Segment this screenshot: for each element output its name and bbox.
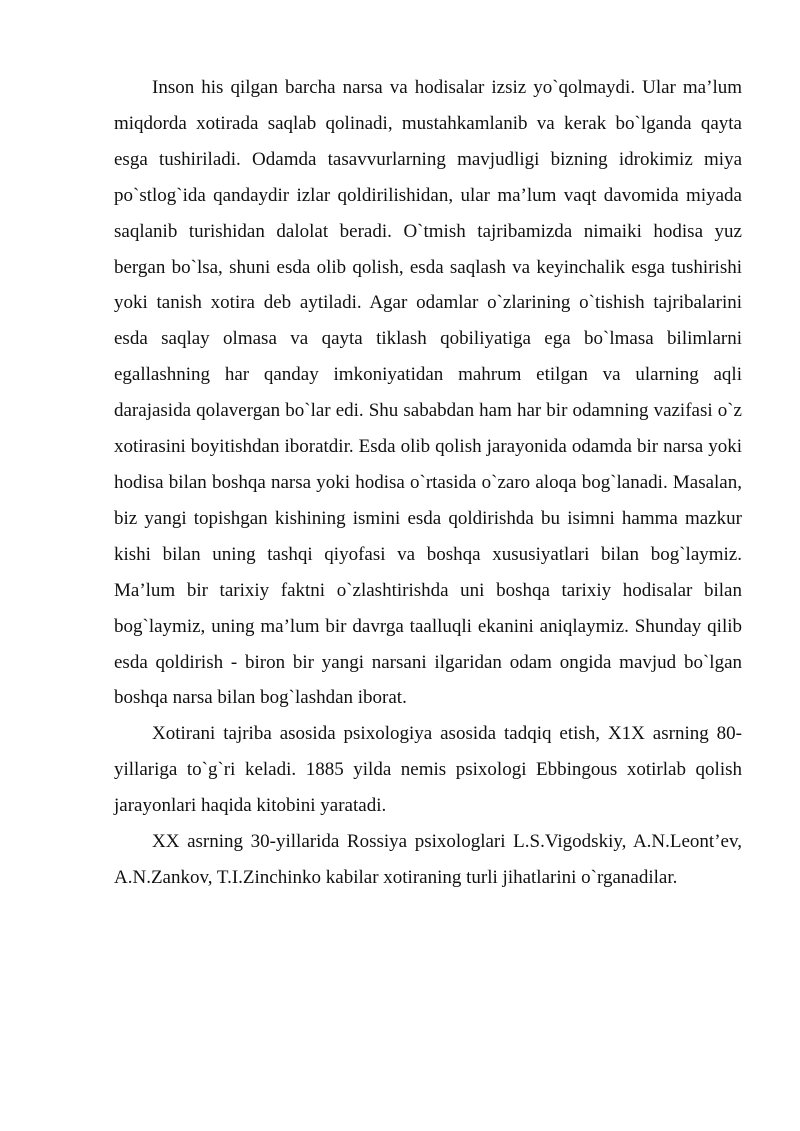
paragraph-1: Inson his qilgan barcha narsa va hodisalar izsiz yo`qolmaydi. Ular ma’lum miqdorda xotirada saqlab qolinadi, mustahkamlanib va kerak bo`lganda qayta esga tushiriladi. Odamda tasavvurlarning mavjudligi bizning idrokimiz miya po`stlog`ida qandaydir izlar qoldirilishidan, ular ma’lum vaqt davomida miyada saqlanib turishidan dalolat beradi. O`tmish tajribamizda nimaiki hodisa yuz bergan bo`lsa, shuni esda olib qolish, esda saqlash va keyinchalik esga tushirishi yoki tanish xotira deb aytiladi. Agar odamlar o`zlarining o`tishish tajribalarini esda saqlay olmasa va qayta tiklash qobiliyatiga ega bo`lmasa bilimlarni egallashning har qanday imkoniyatidan mahrum etilgan va ularning aqli darajasida qolavergan bo`lar edi. Shu sababdan ham har bir odamning vazifasi o`z xotirasini boyitishdan iboratdir. Esda olib qolish jarayonida odamda bir narsa yoki hodisa bilan boshqa narsa yoki hodisa o`rtasida o`zaro aloqa bog`lanadi. Masalan, biz yangi topishgan kishining ismini esda qoldirishda bu isimni hamma mazkur kishi bilan uning tashqi qiyofasi va boshqa xususiyatlari bilan bog`laymiz. Ma’lum bir tarixiy faktni o`zlashtirishda uni boshqa tarixiy hodisalar bilan bog`laymiz, uning ma’lum bir davrga taalluqli ekanini aniqlaymiz. Shunday qilib esda qoldirish - biron bir yangi narsani ilgaridan odam ongida mavjud bo`lgan boshqa narsa bilan bog`lashdan iborat. xyxy=(114,77,742,709)
document-page xyxy=(114,70,742,896)
paragraph-2: Xotirani tajriba asosida psixologiya asosida tadqiq etish, X1X asrning 80-yillariga to`g`ri keladi. 1885 yilda nemis psixologi Ebbingous xotirlab qolish jarayonlari haqida kitobini yaratadi. xyxy=(114,723,742,817)
paragraph-3: XX asrning 30-yillarida Rossiya psixologlari L.S.Vigodskiy, A.N.Leont’ev, A.N.Zankov, T.I.Zinchinko kabilar xotiraning turli jihatlarini o`rganadilar. xyxy=(114,831,742,888)
